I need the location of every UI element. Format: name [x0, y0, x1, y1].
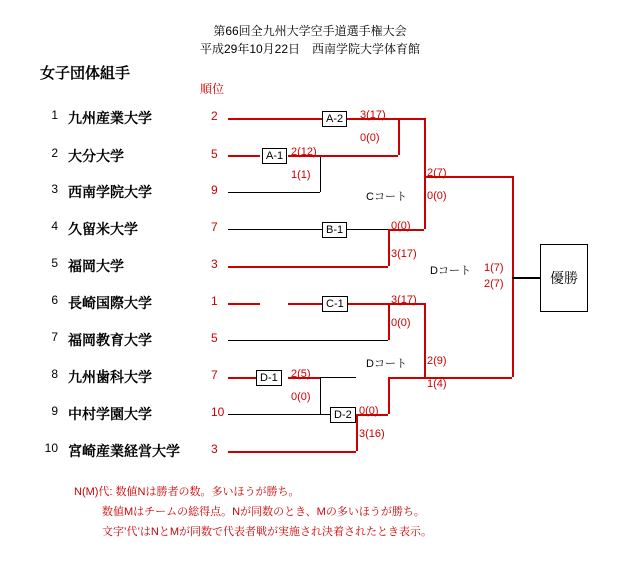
header-line-2: 平成29年10月22日 西南学院大学体育館	[199, 42, 421, 56]
bracket-line	[320, 155, 398, 157]
bracket-line	[356, 414, 358, 451]
rank-column-label: 順位	[200, 82, 225, 96]
score-d2-top: 0(0)	[359, 405, 379, 417]
court-label-d-final: Dコート	[430, 265, 471, 277]
team-seed: 7	[211, 368, 218, 382]
match-box-b1: B-1	[322, 222, 347, 238]
page-header	[0, 22, 620, 58]
bracket-line	[388, 303, 390, 340]
bracket-line	[288, 192, 320, 193]
note-line-2: 数値Mはチームの総得点。Nが同数のとき、Mの多いほうが勝ち。	[102, 506, 425, 518]
team-seed: 1	[211, 294, 218, 308]
team-name: 九州歯科大学	[68, 369, 152, 385]
bracket-line	[388, 377, 424, 379]
score-c1-bottom: 0(0)	[391, 317, 411, 329]
team-number: 5	[51, 256, 58, 270]
team-seed: 7	[211, 220, 218, 234]
match-box-a2: A-2	[322, 111, 347, 127]
match-box-d1: D-1	[256, 370, 282, 386]
team-seed: 5	[211, 331, 218, 345]
score-d2-bottom: 3(16)	[359, 428, 385, 440]
team-number: 9	[51, 404, 58, 418]
score-dcourt-top: 2(9)	[427, 355, 447, 367]
team-name: 大分大学	[68, 148, 124, 164]
bracket-line	[288, 414, 320, 415]
team-seed: 10	[211, 405, 225, 419]
bracket-line	[388, 377, 390, 414]
bracket-line	[228, 155, 260, 157]
team-name: 西南学院大学	[68, 184, 152, 200]
score-a2-top: 3(17)	[360, 109, 386, 121]
match-box-c1: C-1	[322, 296, 348, 312]
score-a2-bottom: 0(0)	[360, 132, 380, 144]
team-number: 3	[51, 182, 58, 196]
team-number: 10	[44, 441, 58, 455]
bracket-line	[228, 340, 388, 341]
bracket-line	[388, 229, 390, 266]
bracket-line	[512, 277, 540, 279]
note-line-3: 文字’代’はNとMが同数で代表者戦が実施され決着されたとき表示。	[102, 526, 432, 538]
score-d1-bottom: 0(0)	[291, 391, 311, 403]
bracket-line	[228, 451, 356, 453]
team-seed: 5	[211, 147, 218, 161]
score-dcourt-bottom: 1(4)	[427, 378, 447, 390]
team-name: 久留米大学	[68, 221, 138, 237]
bracket-line	[424, 118, 426, 229]
court-label-c: Cコート	[366, 191, 407, 203]
team-name: 宮崎産業経営大学	[68, 443, 180, 459]
bracket-line	[320, 155, 321, 192]
score-c-top: 2(7)	[427, 167, 447, 179]
bracket-line	[228, 266, 388, 268]
bracket-line	[228, 303, 260, 305]
bracket-line	[320, 377, 321, 414]
score-d1-top: 2(5)	[291, 368, 311, 380]
score-b1-bottom: 3(17)	[391, 248, 417, 260]
champion-box	[540, 244, 588, 312]
team-name: 中村学園大学	[68, 406, 152, 422]
bracket-line	[398, 118, 424, 120]
team-seed: 9	[211, 183, 218, 197]
match-box-d2: D-2	[330, 407, 356, 423]
bracket-line	[398, 118, 400, 155]
team-name: 福岡教育大学	[68, 332, 152, 348]
team-number: 6	[51, 293, 58, 307]
header-line-1: 第66回全九州大学空手道選手権大会	[213, 24, 407, 38]
match-box-a1: A-1	[262, 148, 287, 164]
score-b1-top: 0(0)	[391, 220, 411, 232]
bracket-line	[228, 192, 288, 193]
score-final-bottom: 2(7)	[484, 278, 504, 290]
team-seed: 2	[211, 109, 218, 123]
team-number: 1	[51, 108, 58, 122]
team-number: 7	[51, 330, 58, 344]
score-a1-bottom: 1(1)	[291, 169, 311, 181]
note-line-1: N(M)代: 数値Nは勝者の数。多いほうが勝ち。	[74, 486, 300, 498]
score-final-top: 1(7)	[484, 262, 504, 274]
bracket-line	[228, 414, 288, 415]
legend-notes	[74, 482, 432, 542]
score-c-bottom: 0(0)	[427, 190, 447, 202]
bracket-line	[228, 229, 388, 230]
team-number: 4	[51, 219, 58, 233]
team-number: 8	[51, 367, 58, 381]
team-number: 2	[51, 146, 58, 160]
bracket-line	[320, 377, 356, 378]
team-name: 九州産業大学	[68, 110, 152, 126]
bracket-line	[424, 303, 426, 377]
team-name: 福岡大学	[68, 258, 124, 274]
team-name: 長崎国際大学	[68, 295, 152, 311]
score-c1-top: 3(17)	[391, 294, 417, 306]
page-title: 女子団体組手	[40, 65, 131, 82]
court-label-d: Dコート	[366, 358, 407, 370]
team-seed: 3	[211, 442, 218, 456]
champion-label: 優勝	[550, 270, 578, 286]
score-a1-top: 2(12)	[291, 146, 317, 158]
team-seed: 3	[211, 257, 218, 271]
